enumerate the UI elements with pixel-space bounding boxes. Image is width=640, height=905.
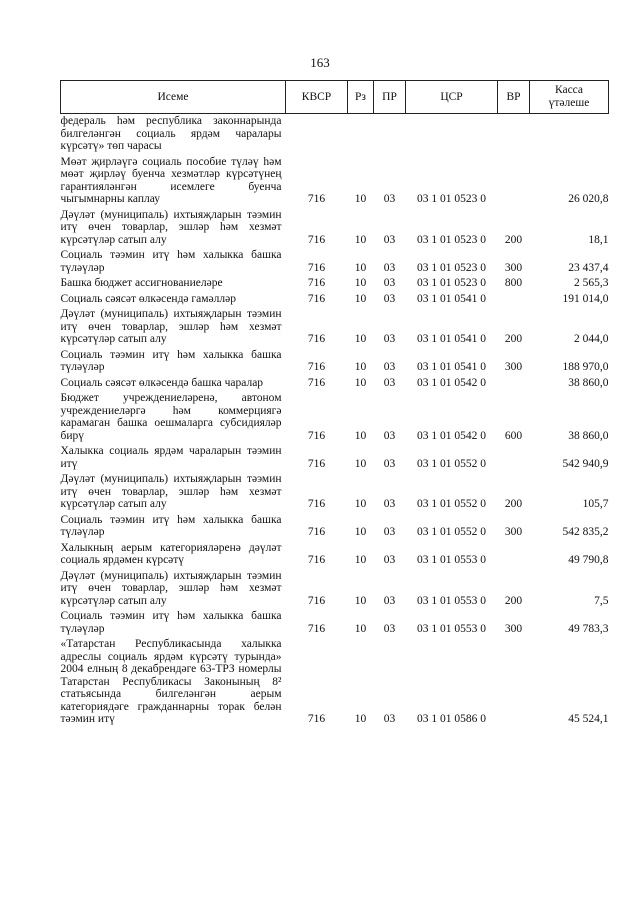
cell-name: Социаль сәясәт өлкәсендә гамәлләр (60, 292, 236, 305)
cell-pr: 03 (383, 277, 396, 289)
cell-name: Социаль тәэмин итү һәм халыкка башка түләүләр (60, 610, 282, 635)
cell-vr (498, 114, 530, 155)
cell-csr: 03 1 01 0541 0 (417, 333, 486, 345)
table-row (61, 569, 609, 610)
cell-name: Халыкның аерым категорияләренә дәүләт социаль ярдәмен күрсәтү (60, 541, 282, 566)
cell-name: Башка бюджет ассигнованиеләре (60, 277, 223, 289)
table-row (61, 114, 609, 155)
cell-name: Социаль тәэмин итү һәм халыкка башка түләүләр (60, 249, 282, 274)
cell-amount: 7,5 (594, 594, 609, 607)
cell-amount: 38 860,0 (568, 429, 609, 442)
cell-amount: 49 783,3 (568, 622, 609, 635)
cell-name: «Татарстан Республикасында халыкка адреслы социаль ярдәм күрсәтү турында» 2004 елның 8 декабрендәге 63-ТРЗ номерлы Татарстан Республикасы Законының 8² статьясында билгеләнгән аерым категориядәге гражданнарны торак белән тәэмин итү (60, 638, 282, 725)
cell-csr: 03 1 01 0523 0 (417, 261, 486, 274)
cell-pr: 03 (383, 193, 396, 205)
cell-rz: 10 (354, 233, 367, 246)
cell-kvsr (286, 114, 348, 155)
cell-csr: 03 1 01 0586 0 (417, 713, 486, 725)
cell-vr (498, 541, 530, 569)
table-header-row (61, 81, 609, 114)
cell-pr: 03 (383, 526, 396, 538)
cell-rz (348, 114, 374, 155)
cell-csr: 03 1 01 0523 0 (417, 277, 486, 289)
cell-name: Социаль тәэмин итү һәм халыкка башка түләүләр (60, 348, 282, 373)
table-row (61, 208, 609, 249)
cell-kvsr: 716 (307, 361, 326, 373)
cell-name: Халыкка социаль ярдәм чараларын тәэмин итү (60, 445, 282, 470)
table-row (61, 248, 609, 276)
table-row (61, 276, 609, 292)
cell-amount: 188 970,0 (562, 361, 609, 373)
header-rz: Рз (348, 81, 374, 114)
table-row (61, 307, 609, 348)
cell-pr: 03 (383, 498, 396, 510)
cell-vr (498, 376, 530, 392)
cell-vr: 800 (504, 277, 523, 289)
cell-csr: 03 1 01 0553 0 (417, 594, 486, 607)
header-kassa-line1: Касса (554, 84, 584, 96)
cell-pr: 03 (383, 233, 396, 246)
cell-rz: 10 (354, 333, 367, 345)
cell-amount: 542 940,9 (562, 457, 609, 470)
cell-kvsr: 716 (307, 526, 326, 538)
table-row (61, 444, 609, 472)
cell-name: Дәүләт (муниципаль) ихтыяҗларын тәэмин итү өчен товарлар, эшләр һәм хезмәт күрсәтүләр сатып алу (60, 473, 282, 510)
cell-pr: 03 (383, 292, 396, 305)
cell-rz: 10 (354, 498, 367, 510)
cell-name: Бюджет учреждениеләренә, автоном учреждениеләргә һәм коммерциягә карамаган башка оешмаларга субсидияләр бирү (60, 392, 282, 442)
cell-csr: 03 1 01 0523 0 (417, 193, 486, 205)
cell-csr (406, 114, 498, 155)
cell-name: Дәүләт (муниципаль) ихтыяҗларын тәэмин итү өчен товарлар, эшләр һәм хезмәт күрсәтүләр сатып алу (60, 308, 282, 345)
cell-amount: 2 044,0 (574, 333, 609, 345)
cell-vr: 300 (504, 261, 523, 274)
cell-rz: 10 (354, 261, 367, 274)
cell-kvsr: 716 (307, 376, 326, 389)
cell-amount: 45 524,1 (568, 713, 609, 725)
table-row (61, 609, 609, 637)
cell-amount: 18,1 (588, 233, 609, 246)
table-row (61, 292, 609, 308)
cell-rz: 10 (354, 292, 367, 305)
cell-kvsr: 716 (307, 261, 326, 274)
cell-kvsr: 716 (307, 622, 326, 635)
header-kvsr: КВСР (286, 81, 348, 114)
cell-amount: 2 565,3 (574, 277, 609, 289)
cell-rz: 10 (354, 361, 367, 373)
cell-kvsr: 716 (307, 554, 326, 566)
cell-csr: 03 1 01 0523 0 (417, 233, 486, 246)
page-number: 163 (310, 55, 330, 70)
cell-csr: 03 1 01 0542 0 (417, 429, 486, 442)
cell-amount: 191 014,0 (562, 292, 609, 305)
header-name: Исеме (61, 81, 286, 114)
cell-vr: 200 (504, 498, 523, 510)
cell-amount: 542 835,2 (562, 526, 609, 538)
cell-rz: 10 (354, 713, 367, 725)
cell-vr: 300 (504, 361, 523, 373)
cell-vr (498, 155, 530, 208)
cell-rz: 10 (354, 622, 367, 635)
header-vr: ВР (498, 81, 530, 114)
cell-rz: 10 (354, 594, 367, 607)
header-csr: ЦСР (406, 81, 498, 114)
cell-rz: 10 (354, 457, 367, 470)
header-kassa (530, 81, 609, 114)
cell-kvsr: 716 (307, 333, 326, 345)
cell-csr: 03 1 01 0553 0 (417, 554, 486, 566)
cell-amount: 105,7 (582, 498, 609, 510)
cell-pr: 03 (383, 376, 396, 389)
cell-name: Дәүләт (муниципаль) ихтыяҗларын тәэмин итү өчен товарлар, эшләр һәм хезмәт күрсәтүләр сатып алу (60, 569, 282, 607)
cell-kvsr: 716 (307, 429, 326, 442)
budget-table (60, 80, 609, 728)
cell-csr: 03 1 01 0552 0 (417, 526, 486, 538)
table-row (61, 348, 609, 376)
table-row (61, 376, 609, 392)
cell-vr (498, 637, 530, 728)
cell-vr: 300 (504, 622, 523, 635)
cell-pr: 03 (383, 554, 396, 566)
cell-kvsr: 716 (307, 277, 326, 289)
cell-vr: 600 (504, 429, 523, 442)
cell-vr: 200 (504, 333, 523, 345)
cell-csr: 03 1 01 0553 0 (417, 622, 486, 635)
cell-rz: 10 (354, 193, 367, 205)
cell-amount: 49 790,8 (568, 554, 609, 566)
table-body (61, 114, 609, 728)
cell-pr: 03 (383, 429, 396, 442)
cell-name: Социаль сәясәт өлкәсендә башка чаралар (60, 376, 264, 389)
cell-name: федераль һәм республика законнарында билгеләнгән социаль ярдәм чаралары күрсәтү» төп чарасы (60, 115, 282, 152)
cell-csr: 03 1 01 0552 0 (417, 498, 486, 510)
table-row (61, 541, 609, 569)
cell-pr: 03 (383, 361, 396, 373)
cell-vr: 300 (504, 526, 523, 538)
cell-name: Мөәт җирләүгә социаль пособие түләү һәм мөәт җирләү буенча хезмәтләр күрсәтүнең гарантияләнгән исемлеге буенча чыгымнарны каплау (60, 155, 282, 205)
cell-amount (530, 114, 609, 155)
cell-kvsr: 716 (307, 193, 326, 205)
cell-csr: 03 1 01 0542 0 (417, 376, 486, 389)
cell-kvsr: 716 (307, 594, 326, 607)
cell-vr: 200 (504, 233, 523, 246)
cell-rz: 10 (354, 554, 367, 566)
cell-pr: 03 (383, 333, 396, 345)
cell-pr (374, 114, 406, 155)
cell-vr (498, 292, 530, 308)
cell-pr: 03 (383, 594, 396, 607)
header-kassa-line2: үтәлеше (548, 97, 590, 109)
cell-rz: 10 (354, 526, 367, 538)
cell-name: Социаль тәэмин итү һәм халыкка башка түләүләр (60, 513, 282, 538)
table-row (61, 637, 609, 728)
cell-amount: 26 020,8 (568, 193, 609, 205)
cell-rz: 10 (354, 429, 367, 442)
cell-name: Дәүләт (муниципаль) ихтыяҗларын тәэмин итү өчен товарлар, эшләр һәм хезмәт күрсәтүләр сатып алу (60, 208, 282, 246)
cell-amount: 38 860,0 (568, 376, 609, 389)
cell-kvsr: 716 (307, 713, 326, 725)
cell-csr: 03 1 01 0541 0 (417, 292, 486, 305)
cell-pr: 03 (383, 457, 396, 470)
cell-csr: 03 1 01 0541 0 (417, 361, 486, 373)
cell-kvsr: 716 (307, 292, 326, 305)
table-row (61, 155, 609, 208)
cell-kvsr: 716 (307, 233, 326, 246)
cell-pr: 03 (383, 622, 396, 635)
cell-vr (498, 444, 530, 472)
table-row (61, 513, 609, 541)
cell-kvsr: 716 (307, 457, 326, 470)
header-pr: ПР (374, 81, 406, 114)
table-row (61, 391, 609, 444)
cell-kvsr: 716 (307, 498, 326, 510)
cell-rz: 10 (354, 376, 367, 389)
cell-csr: 03 1 01 0552 0 (417, 457, 486, 470)
cell-vr: 200 (504, 594, 523, 607)
cell-rz: 10 (354, 277, 367, 289)
cell-pr: 03 (383, 261, 396, 274)
table-row (61, 472, 609, 513)
cell-pr: 03 (383, 713, 396, 725)
cell-amount: 23 437,4 (568, 261, 609, 274)
